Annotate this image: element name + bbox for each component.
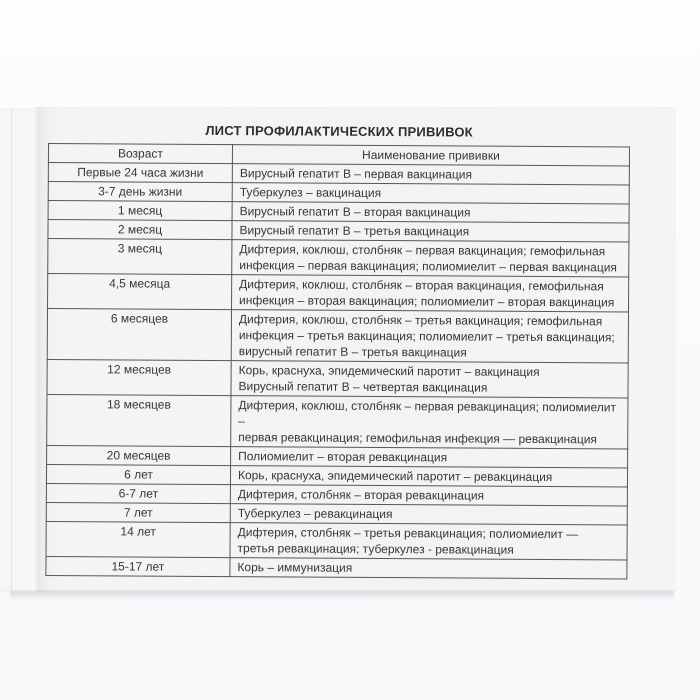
age-cell: 3 месяц: [48, 238, 232, 274]
vaccine-cell: Корь, краснуха, эпидемический паротит – вакцинация Вирусный гепатит В – четвертая вакцинация: [231, 361, 628, 398]
table-row: [48, 273, 629, 312]
age-cell: 20 месяцев: [47, 445, 231, 465]
age-cell: 14 лет: [46, 521, 230, 557]
vaccine-cell: Корь, краснуха, эпидемический паротит – ревакцинация: [230, 466, 627, 487]
vaccine-cell: Вирусный гепатит В – первая вакцинация: [232, 164, 629, 185]
page-content: [30, 107, 676, 596]
table-row: [48, 238, 629, 277]
age-cell: 6 лет: [46, 464, 230, 484]
vaccine-cell: Дифтерия, коклюш, столбняк – первая ревакцинация; полиомиелит – первая ревакцинация; гемофильная инфекция — ревакцинация: [231, 396, 628, 449]
vaccine-cell: Дифтерия, коклюш, столбняк – вторая вакцинация, гемофильная инфекция – вторая вакцинация; полиомиелит – вторая вакцинация: [232, 275, 629, 312]
age-cell: 15-17 лет: [46, 556, 230, 576]
notebook-page: [33, 107, 676, 592]
vaccine-cell: Туберкулез – ревакцинация: [230, 504, 627, 525]
age-cell: 1 месяц: [48, 200, 232, 220]
page-bottom-shadow: [10, 591, 674, 600]
age-cell: 7 лет: [46, 502, 230, 522]
age-cell: Первые 24 часа жизни: [48, 162, 232, 182]
vaccine-cell: Корь – иммунизация: [230, 558, 627, 579]
age-cell: 18 месяцев: [47, 394, 231, 446]
table-row: [47, 359, 628, 398]
age-cell: 6 месяцев: [47, 308, 231, 360]
vaccine-cell: Дифтерия, столбняк – вторая ревакцинация: [230, 485, 627, 506]
vaccine-cell: Туберкулез – вакцинация: [232, 183, 629, 204]
vaccine-cell: Дифтерия, коклюш, столбняк – первая вакцинация; гемофильная инфекция – первая вакцинация; полиомиелит – первая вакцинация: [232, 240, 629, 277]
table-row: [46, 556, 627, 579]
vaccination-table: [45, 143, 630, 580]
vaccine-cell: Полиомиелит – вторая ревакцинация: [231, 447, 628, 468]
name-column-header: Наименование прививки: [232, 145, 629, 166]
table-row: [47, 308, 628, 363]
vaccine-cell: Дифтерия, коклюш, столбняк – третья вакцинация; гемофильная инфекция – третья вакцинация; полиомиелит – третья вакцинация; вирусный гепатит В – третья вакцинация: [231, 310, 628, 363]
age-cell: 6-7 лет: [46, 483, 230, 503]
age-cell: 4,5 месяца: [48, 273, 232, 309]
age-cell: 3-7 день жизни: [48, 181, 232, 201]
table-row: [46, 521, 627, 560]
table-row: [47, 394, 628, 449]
age-column-header: Возраст: [48, 143, 232, 163]
vaccine-cell: Дифтерия, столбняк – третья ревакцинация; полиомиелит — третья ревакцинация; туберкулез - ревакцинация: [230, 523, 627, 560]
page-title: ЛИСТ ПРОФИЛАКТИЧЕСКИХ ПРИВИВОК: [205, 122, 473, 140]
vaccine-cell: Вирусный гепатит В – третья вакцинация: [232, 221, 629, 242]
page-stack-line: [11, 109, 12, 591]
vaccine-cell: Вирусный гепатит В – вторая вакцинация: [232, 202, 629, 223]
age-cell: 12 месяцев: [47, 359, 231, 395]
age-cell: 2 месяц: [48, 219, 232, 239]
